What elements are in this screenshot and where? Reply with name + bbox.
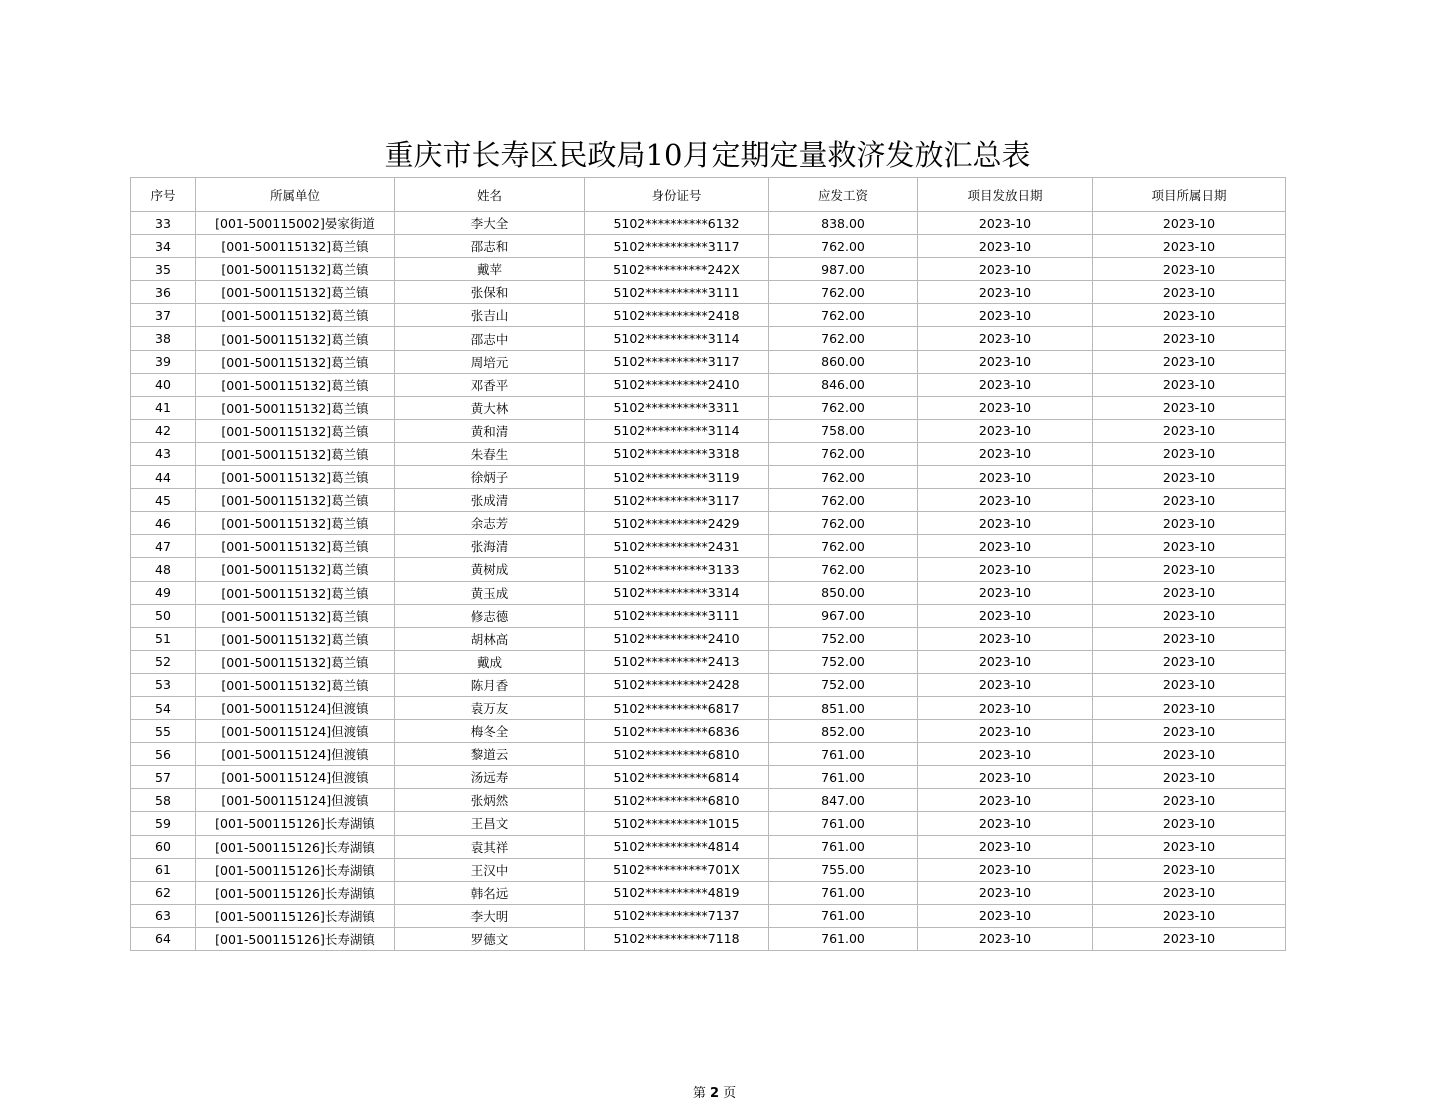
cell-index: 52 <box>131 650 196 673</box>
cell-unit: [001-500115132]葛兰镇 <box>196 535 395 558</box>
cell-period-date: 2023-10 <box>1093 327 1286 350</box>
cell-name: 韩名远 <box>395 881 585 904</box>
cell-period-date: 2023-10 <box>1093 466 1286 489</box>
cell-payable: 860.00 <box>769 350 918 373</box>
table-row <box>131 581 1286 604</box>
cell-period-date: 2023-10 <box>1093 535 1286 558</box>
cell-period-date: 2023-10 <box>1093 350 1286 373</box>
page-number: 2 <box>709 1086 720 1101</box>
cell-id-number: 5102**********6836 <box>585 720 769 743</box>
cell-payable: 761.00 <box>769 812 918 835</box>
cell-payable: 752.00 <box>769 650 918 673</box>
cell-id-number: 5102**********6814 <box>585 766 769 789</box>
cell-id-number: 5102**********4814 <box>585 835 769 858</box>
cell-period-date: 2023-10 <box>1093 835 1286 858</box>
cell-unit: [001-500115132]葛兰镇 <box>196 512 395 535</box>
cell-index: 57 <box>131 766 196 789</box>
cell-issue-date: 2023-10 <box>918 604 1093 627</box>
table-row <box>131 442 1286 465</box>
cell-period-date: 2023-10 <box>1093 627 1286 650</box>
col-header-index: 序号 <box>131 178 196 212</box>
cell-name: 张炳然 <box>395 789 585 812</box>
cell-unit: [001-500115124]但渡镇 <box>196 696 395 719</box>
cell-index: 40 <box>131 373 196 396</box>
cell-issue-date: 2023-10 <box>918 281 1093 304</box>
col-header-issue-date: 项目发放日期 <box>918 178 1093 212</box>
cell-issue-date: 2023-10 <box>918 235 1093 258</box>
cell-payable: 850.00 <box>769 581 918 604</box>
cell-index: 42 <box>131 419 196 442</box>
cell-name: 袁其祥 <box>395 835 585 858</box>
col-header-unit: 所属单位 <box>196 178 395 212</box>
table-row <box>131 212 1286 235</box>
table-row <box>131 396 1286 419</box>
cell-period-date: 2023-10 <box>1093 904 1286 927</box>
cell-unit: [001-500115132]葛兰镇 <box>196 604 395 627</box>
col-header-period-date: 项目所属日期 <box>1093 178 1286 212</box>
cell-index: 44 <box>131 466 196 489</box>
cell-unit: [001-500115132]葛兰镇 <box>196 558 395 581</box>
cell-id-number: 5102**********3111 <box>585 281 769 304</box>
cell-id-number: 5102**********6810 <box>585 789 769 812</box>
cell-id-number: 5102**********4819 <box>585 881 769 904</box>
cell-id-number: 5102**********3114 <box>585 327 769 350</box>
col-header-payable: 应发工资 <box>769 178 918 212</box>
table-row <box>131 766 1286 789</box>
cell-id-number: 5102**********2413 <box>585 650 769 673</box>
table-row <box>131 904 1286 927</box>
cell-payable: 762.00 <box>769 235 918 258</box>
table-row <box>131 466 1286 489</box>
cell-payable: 987.00 <box>769 258 918 281</box>
cell-period-date: 2023-10 <box>1093 373 1286 396</box>
cell-period-date: 2023-10 <box>1093 489 1286 512</box>
cell-period-date: 2023-10 <box>1093 927 1286 950</box>
cell-issue-date: 2023-10 <box>918 350 1093 373</box>
table-row <box>131 743 1286 766</box>
cell-name: 胡林高 <box>395 627 585 650</box>
table-row <box>131 419 1286 442</box>
cell-issue-date: 2023-10 <box>918 743 1093 766</box>
cell-issue-date: 2023-10 <box>918 258 1093 281</box>
table-row <box>131 650 1286 673</box>
cell-period-date: 2023-10 <box>1093 281 1286 304</box>
table-row <box>131 489 1286 512</box>
col-header-id-number: 身份证号 <box>585 178 769 212</box>
cell-period-date: 2023-10 <box>1093 696 1286 719</box>
cell-index: 35 <box>131 258 196 281</box>
cell-unit: [001-500115126]长寿湖镇 <box>196 812 395 835</box>
cell-period-date: 2023-10 <box>1093 419 1286 442</box>
cell-name: 汤远寿 <box>395 766 585 789</box>
cell-name: 梅冬全 <box>395 720 585 743</box>
cell-payable: 761.00 <box>769 881 918 904</box>
cell-period-date: 2023-10 <box>1093 558 1286 581</box>
cell-payable: 838.00 <box>769 212 918 235</box>
page-title: 重庆市长寿区民政局10月定期定量救济发放汇总表 <box>384 138 1031 172</box>
cell-name: 袁万友 <box>395 696 585 719</box>
cell-index: 59 <box>131 812 196 835</box>
cell-issue-date: 2023-10 <box>918 396 1093 419</box>
cell-name: 戴苹 <box>395 258 585 281</box>
table-header-row <box>131 178 1286 212</box>
cell-unit: [001-500115132]葛兰镇 <box>196 258 395 281</box>
cell-payable: 762.00 <box>769 535 918 558</box>
cell-payable: 762.00 <box>769 396 918 419</box>
cell-payable: 761.00 <box>769 766 918 789</box>
cell-index: 47 <box>131 535 196 558</box>
cell-issue-date: 2023-10 <box>918 673 1093 696</box>
cell-payable: 752.00 <box>769 627 918 650</box>
cell-issue-date: 2023-10 <box>918 558 1093 581</box>
cell-issue-date: 2023-10 <box>918 904 1093 927</box>
cell-period-date: 2023-10 <box>1093 396 1286 419</box>
cell-index: 46 <box>131 512 196 535</box>
cell-name: 黄树成 <box>395 558 585 581</box>
cell-index: 51 <box>131 627 196 650</box>
cell-index: 56 <box>131 743 196 766</box>
cell-payable: 752.00 <box>769 673 918 696</box>
cell-name: 黄和清 <box>395 419 585 442</box>
cell-period-date: 2023-10 <box>1093 743 1286 766</box>
cell-id-number: 5102**********7118 <box>585 927 769 950</box>
cell-index: 62 <box>131 881 196 904</box>
cell-index: 33 <box>131 212 196 235</box>
cell-period-date: 2023-10 <box>1093 604 1286 627</box>
cell-id-number: 5102**********3117 <box>585 489 769 512</box>
cell-payable: 762.00 <box>769 442 918 465</box>
cell-period-date: 2023-10 <box>1093 304 1286 327</box>
cell-unit: [001-500115132]葛兰镇 <box>196 281 395 304</box>
cell-name: 邓香平 <box>395 373 585 396</box>
cell-name: 黄大林 <box>395 396 585 419</box>
table-row <box>131 373 1286 396</box>
cell-name: 邵志和 <box>395 235 585 258</box>
cell-period-date: 2023-10 <box>1093 650 1286 673</box>
table-row <box>131 558 1286 581</box>
cell-id-number: 5102**********242X <box>585 258 769 281</box>
cell-index: 34 <box>131 235 196 258</box>
cell-unit: [001-500115002]晏家街道 <box>196 212 395 235</box>
cell-unit: [001-500115126]长寿湖镇 <box>196 881 395 904</box>
cell-payable: 852.00 <box>769 720 918 743</box>
cell-id-number: 5102**********6810 <box>585 743 769 766</box>
cell-unit: [001-500115132]葛兰镇 <box>196 466 395 489</box>
table-row <box>131 673 1286 696</box>
cell-issue-date: 2023-10 <box>918 212 1093 235</box>
cell-period-date: 2023-10 <box>1093 442 1286 465</box>
table-row <box>131 350 1286 373</box>
cell-id-number: 5102**********3311 <box>585 396 769 419</box>
cell-id-number: 5102**********3318 <box>585 442 769 465</box>
cell-issue-date: 2023-10 <box>918 442 1093 465</box>
cell-name: 张吉山 <box>395 304 585 327</box>
cell-period-date: 2023-10 <box>1093 512 1286 535</box>
cell-period-date: 2023-10 <box>1093 212 1286 235</box>
cell-index: 55 <box>131 720 196 743</box>
cell-id-number: 5102**********6132 <box>585 212 769 235</box>
cell-index: 37 <box>131 304 196 327</box>
cell-unit: [001-500115124]但渡镇 <box>196 766 395 789</box>
cell-unit: [001-500115132]葛兰镇 <box>196 673 395 696</box>
cell-name: 邵志中 <box>395 327 585 350</box>
cell-unit: [001-500115124]但渡镇 <box>196 743 395 766</box>
cell-payable: 758.00 <box>769 419 918 442</box>
cell-unit: [001-500115132]葛兰镇 <box>196 419 395 442</box>
table-body <box>131 212 1286 951</box>
cell-payable: 846.00 <box>769 373 918 396</box>
cell-payable: 847.00 <box>769 789 918 812</box>
cell-name: 陈月香 <box>395 673 585 696</box>
cell-issue-date: 2023-10 <box>918 720 1093 743</box>
cell-id-number: 5102**********3119 <box>585 466 769 489</box>
cell-payable: 761.00 <box>769 743 918 766</box>
cell-id-number: 5102**********3117 <box>585 235 769 258</box>
relief-table <box>130 177 1286 951</box>
table-row <box>131 881 1286 904</box>
cell-issue-date: 2023-10 <box>918 581 1093 604</box>
cell-index: 45 <box>131 489 196 512</box>
cell-period-date: 2023-10 <box>1093 812 1286 835</box>
cell-period-date: 2023-10 <box>1093 766 1286 789</box>
table-row <box>131 927 1286 950</box>
cell-name: 朱春生 <box>395 442 585 465</box>
cell-name: 李大明 <box>395 904 585 927</box>
cell-name: 黄玉成 <box>395 581 585 604</box>
cell-payable: 762.00 <box>769 466 918 489</box>
table-row <box>131 627 1286 650</box>
table-row <box>131 812 1286 835</box>
cell-id-number: 5102**********2410 <box>585 627 769 650</box>
table-row <box>131 512 1286 535</box>
cell-unit: [001-500115132]葛兰镇 <box>196 327 395 350</box>
cell-payable: 762.00 <box>769 304 918 327</box>
cell-index: 38 <box>131 327 196 350</box>
cell-period-date: 2023-10 <box>1093 673 1286 696</box>
footer-suffix: 页 <box>723 1086 737 1101</box>
cell-id-number: 5102**********2418 <box>585 304 769 327</box>
cell-payable: 967.00 <box>769 604 918 627</box>
cell-index: 50 <box>131 604 196 627</box>
table-row <box>131 696 1286 719</box>
cell-name: 黎道云 <box>395 743 585 766</box>
cell-name: 张海清 <box>395 535 585 558</box>
cell-index: 64 <box>131 927 196 950</box>
cell-name: 王汉中 <box>395 858 585 881</box>
cell-index: 49 <box>131 581 196 604</box>
cell-unit: [001-500115132]葛兰镇 <box>196 304 395 327</box>
cell-issue-date: 2023-10 <box>918 812 1093 835</box>
cell-issue-date: 2023-10 <box>918 858 1093 881</box>
footer-prefix: 第 <box>692 1086 706 1101</box>
cell-unit: [001-500115132]葛兰镇 <box>196 373 395 396</box>
table-row <box>131 720 1286 743</box>
cell-period-date: 2023-10 <box>1093 581 1286 604</box>
cell-payable: 761.00 <box>769 835 918 858</box>
cell-period-date: 2023-10 <box>1093 720 1286 743</box>
cell-index: 60 <box>131 835 196 858</box>
cell-period-date: 2023-10 <box>1093 858 1286 881</box>
cell-issue-date: 2023-10 <box>918 627 1093 650</box>
cell-unit: [001-500115126]长寿湖镇 <box>196 858 395 881</box>
cell-issue-date: 2023-10 <box>918 373 1093 396</box>
cell-unit: [001-500115126]长寿湖镇 <box>196 835 395 858</box>
cell-unit: [001-500115132]葛兰镇 <box>196 350 395 373</box>
cell-index: 61 <box>131 858 196 881</box>
cell-payable: 762.00 <box>769 281 918 304</box>
cell-unit: [001-500115124]但渡镇 <box>196 720 395 743</box>
cell-unit: [001-500115132]葛兰镇 <box>196 581 395 604</box>
page-footer <box>0 1082 1429 1101</box>
cell-id-number: 5102**********7137 <box>585 904 769 927</box>
cell-index: 43 <box>131 442 196 465</box>
cell-name: 李大全 <box>395 212 585 235</box>
cell-payable: 762.00 <box>769 558 918 581</box>
table-row <box>131 835 1286 858</box>
cell-unit: [001-500115132]葛兰镇 <box>196 489 395 512</box>
cell-period-date: 2023-10 <box>1093 235 1286 258</box>
cell-id-number: 5102**********3314 <box>585 581 769 604</box>
cell-payable: 761.00 <box>769 927 918 950</box>
table-row <box>131 281 1286 304</box>
cell-issue-date: 2023-10 <box>918 327 1093 350</box>
cell-id-number: 5102**********3111 <box>585 604 769 627</box>
table-row <box>131 535 1286 558</box>
cell-id-number: 5102**********2431 <box>585 535 769 558</box>
cell-name: 张成清 <box>395 489 585 512</box>
cell-period-date: 2023-10 <box>1093 881 1286 904</box>
table-row <box>131 258 1286 281</box>
cell-issue-date: 2023-10 <box>918 489 1093 512</box>
cell-name: 修志德 <box>395 604 585 627</box>
cell-index: 54 <box>131 696 196 719</box>
cell-id-number: 5102**********3133 <box>585 558 769 581</box>
cell-name: 张保和 <box>395 281 585 304</box>
cell-issue-date: 2023-10 <box>918 835 1093 858</box>
cell-index: 58 <box>131 789 196 812</box>
cell-name: 王昌文 <box>395 812 585 835</box>
cell-unit: [001-500115132]葛兰镇 <box>196 650 395 673</box>
cell-issue-date: 2023-10 <box>918 881 1093 904</box>
cell-id-number: 5102**********2429 <box>585 512 769 535</box>
cell-name: 戴成 <box>395 650 585 673</box>
cell-issue-date: 2023-10 <box>918 789 1093 812</box>
cell-id-number: 5102**********3114 <box>585 419 769 442</box>
table-row <box>131 304 1286 327</box>
cell-id-number: 5102**********6817 <box>585 696 769 719</box>
cell-unit: [001-500115132]葛兰镇 <box>196 396 395 419</box>
cell-issue-date: 2023-10 <box>918 512 1093 535</box>
cell-issue-date: 2023-10 <box>918 466 1093 489</box>
cell-issue-date: 2023-10 <box>918 650 1093 673</box>
cell-payable: 762.00 <box>769 512 918 535</box>
cell-index: 41 <box>131 396 196 419</box>
cell-index: 48 <box>131 558 196 581</box>
cell-index: 36 <box>131 281 196 304</box>
cell-unit: [001-500115126]长寿湖镇 <box>196 927 395 950</box>
cell-index: 53 <box>131 673 196 696</box>
cell-issue-date: 2023-10 <box>918 419 1093 442</box>
cell-unit: [001-500115132]葛兰镇 <box>196 235 395 258</box>
cell-payable: 762.00 <box>769 327 918 350</box>
cell-name: 罗德文 <box>395 927 585 950</box>
cell-payable: 851.00 <box>769 696 918 719</box>
table-row <box>131 858 1286 881</box>
cell-unit: [001-500115132]葛兰镇 <box>196 627 395 650</box>
cell-issue-date: 2023-10 <box>918 766 1093 789</box>
cell-id-number: 5102**********3117 <box>585 350 769 373</box>
table-row <box>131 327 1286 350</box>
cell-name: 周培元 <box>395 350 585 373</box>
cell-id-number: 5102**********1015 <box>585 812 769 835</box>
cell-unit: [001-500115126]长寿湖镇 <box>196 904 395 927</box>
cell-unit: [001-500115132]葛兰镇 <box>196 442 395 465</box>
cell-name: 余志芳 <box>395 512 585 535</box>
cell-payable: 755.00 <box>769 858 918 881</box>
cell-period-date: 2023-10 <box>1093 789 1286 812</box>
table-row <box>131 235 1286 258</box>
cell-period-date: 2023-10 <box>1093 258 1286 281</box>
cell-issue-date: 2023-10 <box>918 696 1093 719</box>
cell-payable: 762.00 <box>769 489 918 512</box>
cell-id-number: 5102**********2410 <box>585 373 769 396</box>
cell-id-number: 5102**********2428 <box>585 673 769 696</box>
col-header-name: 姓名 <box>395 178 585 212</box>
cell-id-number: 5102**********701X <box>585 858 769 881</box>
cell-index: 39 <box>131 350 196 373</box>
cell-unit: [001-500115124]但渡镇 <box>196 789 395 812</box>
cell-issue-date: 2023-10 <box>918 304 1093 327</box>
cell-issue-date: 2023-10 <box>918 927 1093 950</box>
table-row <box>131 604 1286 627</box>
cell-issue-date: 2023-10 <box>918 535 1093 558</box>
cell-name: 徐炳子 <box>395 466 585 489</box>
cell-index: 63 <box>131 904 196 927</box>
cell-payable: 761.00 <box>769 904 918 927</box>
table-row <box>131 789 1286 812</box>
